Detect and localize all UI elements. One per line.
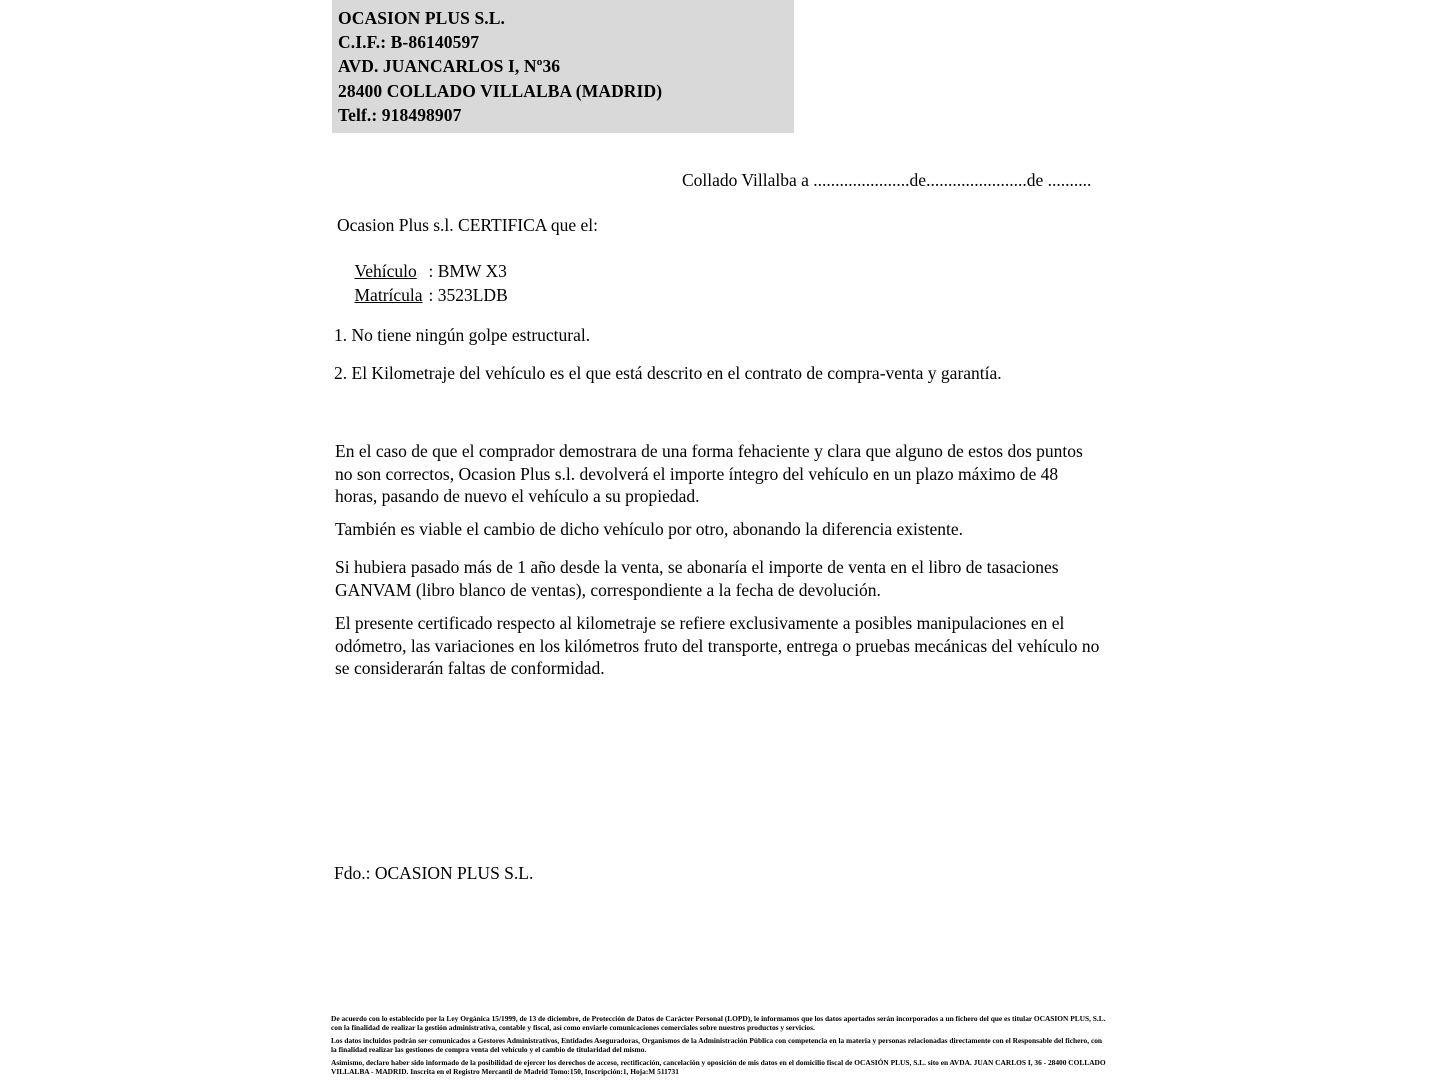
company-address-street: AVD. JUANCARLOS I, Nº36	[338, 56, 561, 77]
company-letterhead	[332, 0, 794, 133]
legal-notice	[331, 1015, 1106, 1077]
paragraph-one-year: Si hubiera pasado más de 1 año desde la venta, se abonaría el importe de venta en el libro de tasaciones GANVAM (libro blanco de ventas), correspondiente a la fecha de devolución.	[335, 557, 1059, 600]
date-line: Collado Villalba a ......................de.......................de ..........	[682, 170, 1092, 190]
certification-point-2: 2. El Kilometraje del vehículo es el que está descrito en el contrato de compra-venta y garantía.	[334, 363, 1002, 383]
signature-line: Fdo.: OCASION PLUS S.L.	[334, 863, 534, 883]
paragraph-exchange: También es viable el cambio de dicho vehículo por otro, abonando la diferencia existente.	[335, 519, 964, 539]
company-cif: C.I.F.: B-86140597	[338, 32, 480, 53]
plate-value: : 3523LDB	[428, 285, 508, 305]
company-address-city: 28400 COLLADO VILLALBA (MADRID)	[338, 80, 663, 101]
certification-point-1: 1. No tiene ningún golpe estructural.	[334, 325, 591, 345]
vehicle-value: : BMW X3	[428, 261, 507, 281]
plate-label: Matrícula	[354, 285, 423, 305]
company-name: OCASION PLUS S.L.	[338, 8, 506, 28]
company-phone: Telf.: 918498907	[338, 104, 462, 125]
legal-paragraph-1: De acuerdo con lo establecido por la Ley Orgánica 15/1999, de 13 de diciembre, de Protección de Datos de Carácter Personal (LOPD), le informamos que los datos aportados serán incorporados a un fichero del que es titular OCASION PLUS, S.L. con la finalidad de realizar la gestión administrativa, contable y fiscal, así como enviarle comunicaciones comerciales sobre nuestros productos y servicios.	[331, 1014, 1106, 1032]
paragraph-refund: En el caso de que el comprador demostrara de una forma fehaciente y clara que alguno de estos dos puntos no son correctos, Ocasion Plus s.l. devolverá el importe íntegro del vehículo en un plazo máximo de 48 horas, pasando de nuevo el vehículo a su propiedad.	[335, 441, 1083, 506]
legal-paragraph-2: Los datos incluidos podrán ser comunicados a Gestores Administrativos, Entidades Aseguradoras, Organismos de la Administración Pública con competencia en la materia y personas relacionadas directamente con el Responsable del fichero, con la finalidad realizar las gestiones de compra venta del vehículo y el cambio de titularidad del mismo.	[331, 1036, 1103, 1054]
legal-paragraph-3: Asimismo, declaro haber sido informado de la posibilidad de ejercer los derechos de acceso, rectificación, cancelación y oposición de mis datos en el domicilio fiscal de OCASIÓN PLUS, S.L. sito en AVDA. JUAN CARLOS I, 36 - 28400 COLLADO VILLALBA - MADRID. Inscrita en el Registro Mercantil de Madrid Tomo:150, Inscripción:1, Hoja:M 511731	[331, 1058, 1106, 1076]
paragraph-odometer: El presente certificado respecto al kilometraje se refiere exclusivamente a posibles manipulaciones en el odómetro, las variaciones en los kilómetros fruto del transporte, entrega o pruebas mecánicas del vehículo no se considerarán faltas de conformidad.	[335, 613, 1100, 678]
vehicle-label: Vehículo	[354, 261, 417, 281]
plate-field	[337, 264, 508, 327]
certification-intro: Ocasion Plus s.l. CERTIFICA que el:	[337, 215, 598, 235]
